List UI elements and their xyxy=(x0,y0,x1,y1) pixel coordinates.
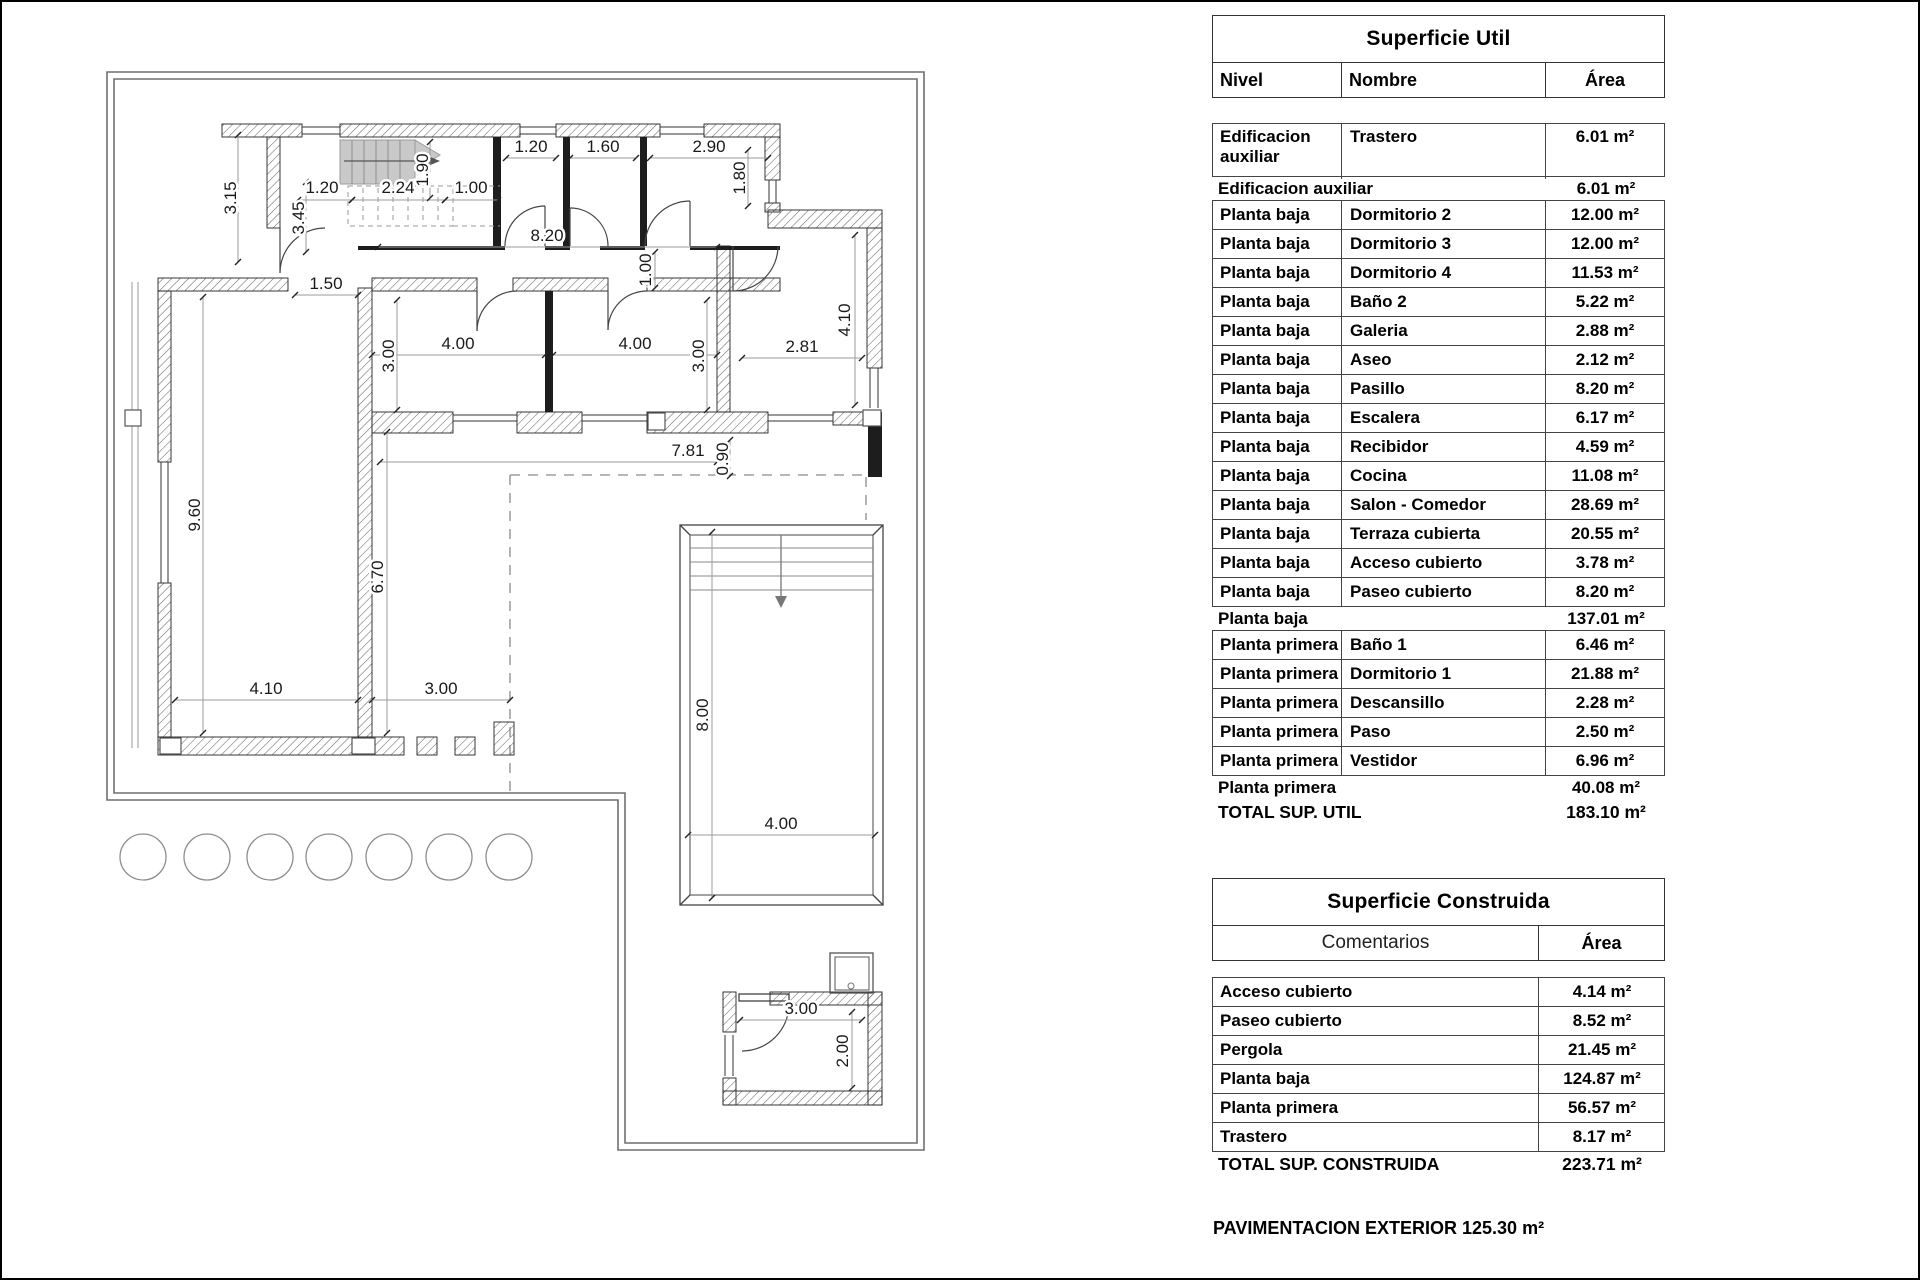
table-row xyxy=(1212,977,1665,1007)
table-cell: 21.45 m² xyxy=(1567,1040,1637,1059)
table-cell: 12.00 m² xyxy=(1570,234,1640,253)
dimension-label: 0.90 xyxy=(713,442,732,476)
dimension-label: 1.50 xyxy=(309,274,343,293)
table-cell: 8.20 m² xyxy=(1575,379,1635,398)
table-cell: 8.17 m² xyxy=(1572,1127,1632,1146)
table-cell: 223.71 m² xyxy=(1562,1153,1642,1174)
outbuilding xyxy=(830,953,873,993)
table-cell: Planta primera xyxy=(1213,747,1342,775)
table-row xyxy=(1212,577,1665,607)
table-row xyxy=(1212,287,1665,317)
superficie-construida-title: Superficie Construida xyxy=(1213,879,1664,926)
pavimentacion-note: PAVIMENTACION EXTERIOR 125.30 m² xyxy=(1213,1218,1545,1238)
table-row xyxy=(1212,490,1665,520)
table-cell: TOTAL SUP. CONSTRUIDA xyxy=(1218,1153,1440,1174)
table-subtotal-row xyxy=(1212,776,1665,800)
table-row xyxy=(1212,746,1665,776)
table-row xyxy=(1212,1006,1665,1036)
table-cell: Planta baja xyxy=(1213,404,1342,432)
table-row xyxy=(1212,374,1665,404)
table-cell: 6.46 m² xyxy=(1575,635,1635,654)
table-cell: 2.12 m² xyxy=(1575,350,1635,369)
table-cell: Planta primera xyxy=(1218,778,1337,797)
table-cell: Paseo cubierto xyxy=(1213,1007,1539,1035)
dimension-label: 2.90 xyxy=(692,137,726,156)
dimension-label: 3.00 xyxy=(784,999,818,1018)
table-subtotal-row xyxy=(1212,177,1665,201)
table-cell: Salon - Comedor xyxy=(1342,491,1546,519)
table-cell: 21.88 m² xyxy=(1570,664,1640,683)
dimension-label: 4.10 xyxy=(249,679,283,698)
table-cell: 4.14 m² xyxy=(1572,982,1632,1001)
dimension-label: 4.00 xyxy=(618,334,652,353)
table-cell: Planta baja xyxy=(1213,462,1342,490)
table-cell: 8.20 m² xyxy=(1575,582,1635,601)
table-cell: Dormitorio 2 xyxy=(1342,201,1546,229)
dimension-label: 8.20 xyxy=(530,226,564,245)
table-total-row xyxy=(1212,1152,1665,1176)
table-cell: Planta baja xyxy=(1213,346,1342,374)
dimension-label: 8.00 xyxy=(693,698,712,732)
dimension-label: 1.80 xyxy=(730,161,749,195)
table-cell: Planta baja xyxy=(1213,201,1342,229)
table-cell: TOTAL SUP. UTIL xyxy=(1218,801,1362,822)
table-cell: Planta primera xyxy=(1213,718,1342,746)
table-cell: Pasillo xyxy=(1342,375,1546,403)
table-cell: 11.08 m² xyxy=(1571,466,1639,485)
superficie-construida-body xyxy=(1212,977,1665,1176)
dimension-label: 1.00 xyxy=(454,178,488,197)
table-cell: Planta baja xyxy=(1218,609,1308,628)
table-row xyxy=(1212,461,1665,491)
table-cell: 12.00 m² xyxy=(1570,205,1640,224)
dimension-label: 3.45 xyxy=(289,201,308,235)
table-cell: Edificacion auxiliar xyxy=(1218,179,1373,198)
dashed-boundaries xyxy=(510,475,866,798)
dimension-label: 3.00 xyxy=(689,339,708,373)
table-row xyxy=(1212,258,1665,288)
table-cell: 6.17 m² xyxy=(1575,408,1635,427)
table-cell: Planta primera xyxy=(1213,631,1342,659)
dimension-label: 3.00 xyxy=(424,679,458,698)
table-row xyxy=(1212,519,1665,549)
dimension-label: 3.15 xyxy=(221,181,240,215)
table-cell: Planta baja xyxy=(1213,1065,1539,1093)
table-cell: 2.28 m² xyxy=(1575,693,1635,712)
table-cell: Planta baja xyxy=(1213,259,1342,287)
table-row xyxy=(1212,123,1665,177)
table-cell: Planta baja xyxy=(1213,491,1342,519)
table-subtotal-row xyxy=(1212,607,1665,631)
dimension-label: 1.20 xyxy=(305,178,339,197)
table-cell: Planta baja xyxy=(1213,520,1342,548)
table-cell: 183.10 m² xyxy=(1566,801,1646,822)
table-row xyxy=(1212,432,1665,462)
table-cell: Planta primera xyxy=(1213,689,1342,717)
table-cell: Planta baja xyxy=(1213,433,1342,461)
table-cell: 3.78 m² xyxy=(1575,553,1635,572)
table-row xyxy=(1212,1093,1665,1123)
column-header-nivel: Nivel xyxy=(1213,63,1342,97)
table-cell: 56.57 m² xyxy=(1567,1098,1637,1117)
table-cell: Planta baja xyxy=(1213,230,1342,258)
table-cell: Baño 1 xyxy=(1342,631,1546,659)
plot-boundary xyxy=(107,72,924,1150)
dimension-label: 1.90 xyxy=(413,153,432,187)
table-row xyxy=(1212,316,1665,346)
table-cell: Pergola xyxy=(1213,1036,1539,1064)
table-cell: Acceso cubierto xyxy=(1213,978,1539,1006)
superficie-util-title: Superficie Util xyxy=(1213,16,1664,63)
table-cell: 11.53 m² xyxy=(1571,263,1639,282)
table-cell: Descansillo xyxy=(1342,689,1546,717)
column-header-nombre: Nombre xyxy=(1342,63,1546,97)
table-row xyxy=(1212,1122,1665,1152)
building-walls xyxy=(158,124,882,1105)
table-cell: Trastero xyxy=(1213,1123,1539,1151)
dimension-label: 1.20 xyxy=(514,137,548,156)
table-cell: Planta baja xyxy=(1213,578,1342,606)
table-row xyxy=(1212,1064,1665,1094)
table-cell: Planta baja xyxy=(1213,375,1342,403)
table-cell: 6.01 m² xyxy=(1576,179,1636,198)
dimension-labels xyxy=(185,137,854,1068)
table-cell: 137.01 m² xyxy=(1567,609,1645,628)
table-row xyxy=(1212,659,1665,689)
table-cell: Escalera xyxy=(1342,404,1546,432)
dimension-label: 6.70 xyxy=(368,560,387,594)
table-cell: 5.22 m² xyxy=(1575,292,1635,311)
table-cell: Galeria xyxy=(1342,317,1546,345)
table-cell: Cocina xyxy=(1342,462,1546,490)
column-header-comentarios: Comentarios xyxy=(1213,926,1539,960)
superficie-util-table xyxy=(1212,15,1665,824)
table-cell: Dormitorio 1 xyxy=(1342,660,1546,688)
windows xyxy=(161,127,878,1076)
table-cell: 4.59 m² xyxy=(1575,437,1635,456)
table-cell: Recibidor xyxy=(1342,433,1546,461)
table-cell: Vestidor xyxy=(1342,747,1546,775)
dimension-label: 3.00 xyxy=(379,339,398,373)
superficie-construida-table xyxy=(1212,878,1665,1176)
table-row xyxy=(1212,688,1665,718)
dimension-label: 4.10 xyxy=(835,303,854,337)
table-row xyxy=(1212,345,1665,375)
table-row xyxy=(1212,630,1665,660)
pergola-edge-line xyxy=(132,282,138,748)
dimension-label: 4.00 xyxy=(441,334,475,353)
dimension-label: 1.00 xyxy=(636,253,655,287)
dimension-label: 2.24 xyxy=(381,178,415,197)
table-cell: 124.87 m² xyxy=(1563,1069,1641,1088)
table-cell: Aseo xyxy=(1342,346,1546,374)
table-cell: Baño 2 xyxy=(1342,288,1546,316)
doors xyxy=(280,201,789,1051)
table-cell: Trastero xyxy=(1342,124,1546,179)
table-cell: Acceso cubierto xyxy=(1342,549,1546,577)
dimension-label: 4.00 xyxy=(764,814,798,833)
table-cell: 6.96 m² xyxy=(1575,751,1635,770)
table-cell: 40.08 m² xyxy=(1571,778,1641,797)
table-row xyxy=(1212,403,1665,433)
table-row xyxy=(1212,548,1665,578)
superficie-construida-header xyxy=(1213,926,1664,960)
superficie-util-body xyxy=(1212,123,1665,824)
column-header-area: Área xyxy=(1581,932,1622,953)
table-total-row xyxy=(1212,800,1665,824)
table-cell: Edificacion auxiliar xyxy=(1213,124,1342,179)
superficie-util-header xyxy=(1213,63,1664,97)
table-row xyxy=(1212,717,1665,747)
table-cell: Paso xyxy=(1342,718,1546,746)
table-cell: Planta primera xyxy=(1213,660,1342,688)
dimension-label: 1.60 xyxy=(586,137,620,156)
table-cell: 2.50 m² xyxy=(1575,722,1635,741)
table-cell: 6.01 m² xyxy=(1575,127,1635,146)
table-cell: Dormitorio 3 xyxy=(1342,230,1546,258)
table-cell: Terraza cubierta xyxy=(1342,520,1546,548)
table-cell: Planta baja xyxy=(1213,317,1342,345)
table-row xyxy=(1212,1035,1665,1065)
table-cell: 20.55 m² xyxy=(1570,524,1640,543)
dimension-label: 2.81 xyxy=(785,337,819,356)
dimension-label: 9.60 xyxy=(185,498,204,532)
dimension-label: 2.00 xyxy=(833,1034,852,1068)
table-cell: Paseo cubierto xyxy=(1342,578,1546,606)
table-row xyxy=(1212,200,1665,230)
table-cell: 8.52 m² xyxy=(1572,1011,1632,1030)
table-cell: 2.88 m² xyxy=(1575,321,1635,340)
table-cell: Planta baja xyxy=(1213,549,1342,577)
trees xyxy=(120,834,532,880)
table-cell: Planta baja xyxy=(1213,288,1342,316)
column-header-area: Área xyxy=(1584,69,1626,90)
table-row xyxy=(1212,229,1665,259)
table-cell: Planta primera xyxy=(1213,1094,1539,1122)
table-cell: Dormitorio 4 xyxy=(1342,259,1546,287)
table-cell: 28.69 m² xyxy=(1570,495,1640,514)
dimension-label: 7.81 xyxy=(671,441,705,460)
